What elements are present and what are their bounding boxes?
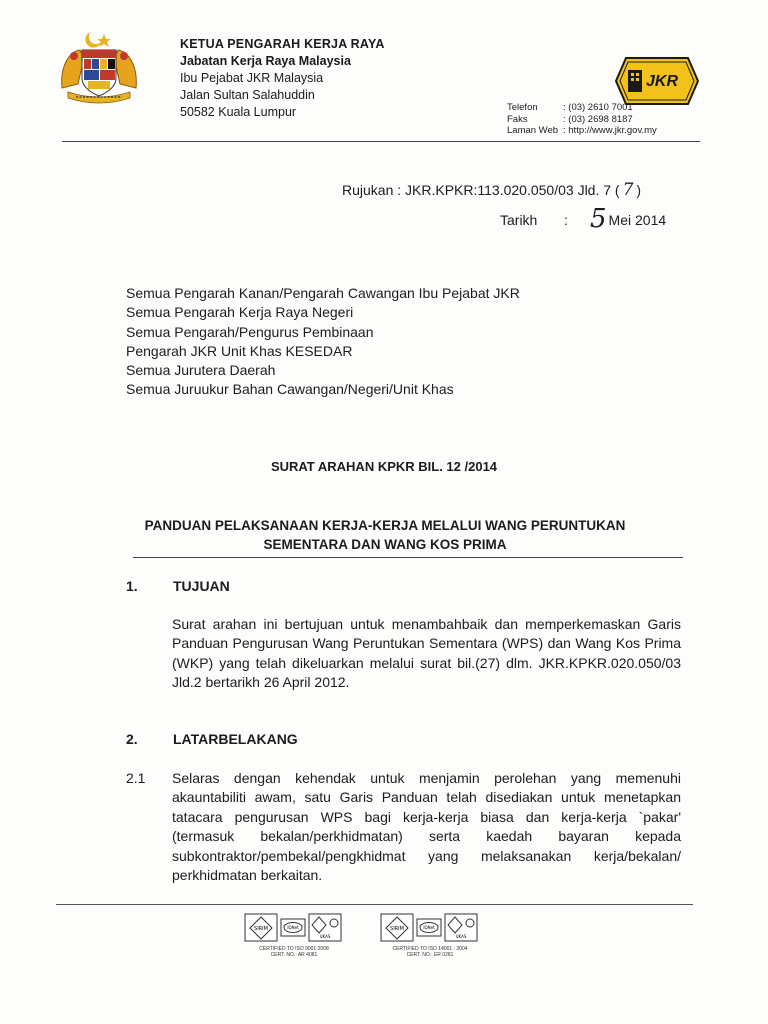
ukas-badge-icon — [309, 914, 341, 941]
contact-value: : http://www.jkr.gov.my — [563, 125, 657, 136]
svg-text:UKAS: UKAS — [319, 934, 331, 939]
sirim-badge-icon — [245, 914, 277, 941]
svg-text:UKAS: UKAS — [455, 934, 467, 939]
recipient-item: Pengarah JKR Unit Khas KESEDAR — [126, 342, 353, 359]
subject-line: SEMENTARA DAN WANG KOS PRIMA — [263, 537, 507, 552]
cert-caption-right — [380, 946, 480, 958]
contact-row-fax — [507, 114, 657, 126]
contact-value: : (03) 2610 7001 — [563, 102, 633, 113]
coat-of-arms-icon — [58, 28, 140, 106]
footer-divider — [56, 904, 693, 905]
contact-row-phone — [507, 102, 657, 114]
cert-caption-left — [244, 946, 344, 958]
subject-heading — [90, 516, 680, 554]
date-colon: : — [564, 212, 568, 228]
iqnet-badge-icon — [417, 919, 441, 936]
cert-caption-line: CERTIFIED TO ISO 9001:2008 — [259, 946, 329, 952]
svg-text:IQNet: IQNet — [287, 925, 299, 930]
date-line — [500, 202, 667, 234]
sirim-badge-icon — [381, 914, 413, 941]
date-label: Tarikh — [500, 212, 538, 228]
contact-label: Faks — [507, 113, 528, 125]
ukas-badge-icon — [445, 914, 477, 941]
jkr-logo — [614, 56, 700, 106]
recipient-item: Semua Pengarah Kerja Raya Negeri — [126, 304, 354, 321]
svg-text:SIRIM: SIRIM — [390, 926, 404, 932]
recipient-item: Semua Jurutera Daerah — [126, 362, 276, 379]
section-title: LATARBELAKANG — [173, 731, 298, 747]
recipients-list — [126, 284, 520, 400]
address-line: 50582 Kuala Lumpur — [180, 105, 297, 119]
subsection-number: 2.1 — [126, 770, 146, 786]
cert-caption-line: CERT. NO.: ER 0281 — [406, 952, 454, 958]
recipient-item: Semua Pengarah Kanan/Pengarah Cawangan Ibu Pejabat JKR — [126, 285, 520, 301]
cert-caption-line: CERTIFIED TO ISO 14001 : 2004 — [392, 946, 468, 952]
section-title: TUJUAN — [173, 578, 230, 594]
reference-value: JKR.KPKR:113.020.050/03 Jld. 7 ( — [405, 182, 620, 198]
jkr-logo-text: JKR — [646, 73, 679, 90]
date-rest: Mei 2014 — [608, 212, 667, 228]
reference-close: ) — [636, 182, 642, 198]
svg-text:IQNet: IQNet — [423, 925, 435, 930]
reference-label: Rujukan : — [342, 182, 402, 198]
address-line: Ibu Pejabat JKR Malaysia — [180, 71, 324, 85]
recipient-item: Semua Juruukur Bahan Cawangan/Negeri/Unit Khas — [126, 381, 454, 398]
section-paragraph: Surat arahan ini bertujuan untuk menambahbaik dan memperkemaskan Garis Panduan Pengurusan Wang Peruntukan Sementara (WPS) dan Wang Kos Prima (WKP) yang telah dikeluarkan melalui surat bil.(27) dlm. JKR.KPKR.020.050/03 Jld.2 bertarikh 26 April 2012. — [172, 616, 681, 691]
contact-block — [507, 102, 657, 137]
circular-title: SURAT ARAHAN KPKR BIL. 12 /2014 — [270, 459, 498, 474]
contact-label: Laman Web — [507, 125, 559, 136]
address-line: Jabatan Kerja Raya Malaysia — [180, 54, 351, 68]
address-line: KETUA PENGARAH KERJA RAYA — [180, 37, 385, 51]
section-paragraph: Selaras dengan kehendak untuk menjamin perolehan yang memenuhi akauntabiliti awam, satu Garis Panduan telah disediakan untuk menetapkan tatacara pengurusan WPS bagi kerja-kerja biasa dan kerja-kerja `pakar' (termasuk bekalan/perkhidmatan) serta kaedah bayaran kepada subkontraktor/pembekal/pengkhidmat yang melaksanakan kerja/bekalan/ perkhidmatan berkaitan. — [172, 770, 681, 884]
reference-line — [342, 180, 641, 200]
section-number: 1. — [126, 578, 138, 594]
certification-badges — [244, 913, 514, 973]
recipient-item: Semua Pengarah/Pengurus Pembinaan — [126, 323, 374, 340]
reference-handwritten-number: 7 — [622, 180, 634, 200]
header-divider — [62, 141, 700, 142]
section-number: 2. — [126, 731, 138, 747]
contact-row-website — [507, 125, 657, 137]
cert-caption-line: CERT. NO.: AR 4081 — [270, 952, 318, 958]
svg-text:SIRIM: SIRIM — [254, 926, 268, 932]
subject-line: PANDUAN PELAKSANAAN KERJA-KERJA MELALUI WANG PERUNTUKAN — [144, 518, 626, 533]
subject-underline — [133, 557, 683, 558]
contact-label: Telefon — [507, 102, 538, 113]
address-line: Jalan Sultan Salahuddin — [180, 88, 315, 102]
sender-address — [180, 36, 385, 121]
iqnet-badge-icon — [281, 919, 305, 936]
contact-value: : (03) 2698 8187 — [563, 113, 633, 125]
date-handwritten-day: 5 — [590, 204, 607, 234]
